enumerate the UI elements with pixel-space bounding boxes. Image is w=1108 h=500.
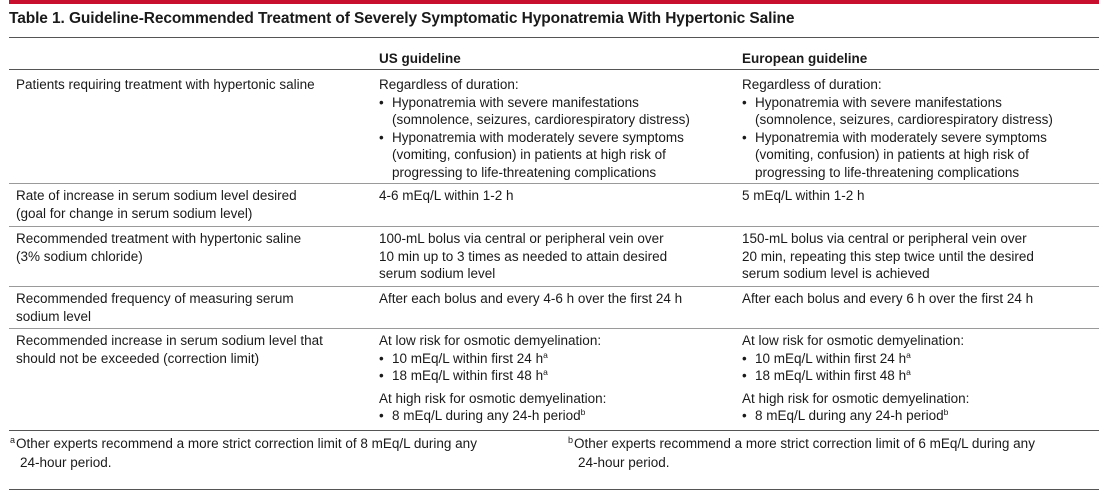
footnote-marker: a bbox=[543, 367, 548, 377]
bullet-item: • 10 mEq/L within first 24 $h^a$ bbox=[379, 350, 606, 368]
row-4-eu: After each bolus and every 6 h over the first 24 h bbox=[742, 291, 1034, 306]
rule-footer bbox=[9, 489, 1099, 490]
rule-row-1 bbox=[9, 183, 1099, 184]
footnote-marker: a bbox=[906, 367, 911, 377]
row-3-eu: 150-mL bolus via central or peripheral vein over 20 min, repeating this step twice until the desired serum sodium level is achieved bbox=[742, 231, 1034, 281]
row-5-eu: At low risk for osmotic demyelination: • 10 mEq/L within first 24 $h^a$ • 18 mEq/L within first 48 $h^a$ At high risk for osmotic demyelination: • 8 mEq/L during any 24-h period$^b$ bbox=[742, 332, 969, 425]
row-5-label: Recommended increase in serum sodium level that should not be exceeded (correction limit) bbox=[16, 333, 323, 366]
bullet-item: • 18 mEq/L within first 48 $h^a$ bbox=[379, 367, 606, 385]
column-header-eu: European guideline bbox=[742, 51, 868, 66]
cell-intro: Regardless of duration: bbox=[379, 77, 519, 92]
bullet-item: • Hyponatremia with severe manifestations (somnolence, seizures, cardiorespiratory distress) bbox=[742, 94, 1053, 129]
row-1-label: Patients requiring treatment with hypertonic saline bbox=[16, 77, 315, 92]
row-2-eu: 5 mEq/L within 1-2 h bbox=[742, 188, 865, 203]
bullet-item: • 8 mEq/L during any 24-h period$^b$ bbox=[742, 407, 969, 425]
row-1-eu bbox=[742, 76, 1053, 181]
footnote-marker: a bbox=[906, 349, 911, 360]
bullet-item: • 18 mEq/L within first 48 $h^a$ bbox=[742, 367, 969, 385]
row-3-label: Recommended treatment with hypertonic saline (3% sodium chloride) bbox=[16, 231, 302, 264]
footnote-b: $^b$Other experts recommend a more strict correction limit of 6 mEq/L during any 24-hour period. bbox=[568, 435, 1035, 470]
rule-row-2 bbox=[9, 226, 1099, 227]
footnote-marker: b bbox=[943, 407, 949, 417]
bullet-item: • Hyponatremia with moderately severe symptoms (vomiting, confusion) in patients at high risk of progressing to life-threatening complications bbox=[379, 129, 690, 182]
row-1-us bbox=[379, 76, 690, 181]
row-2-label: Rate of increase in serum sodium level desired (goal for change in serum sodium level) bbox=[16, 188, 297, 221]
bullet-item: • 10 mEq/L within first 24 $h^a$ bbox=[742, 350, 969, 368]
title-accent-bar bbox=[9, 0, 1099, 4]
rule-row-4 bbox=[9, 328, 1099, 329]
row-4-us: After each bolus and every 4-6 h over the first 24 h bbox=[379, 291, 683, 306]
table-title: Table 1. Guideline-Recommended Treatment of Severely Symptomatic Hyponatremia With Hypertonic Saline bbox=[9, 10, 795, 27]
row-3-us: 100-mL bolus via central or peripheral vein over 10 min up to 3 times as needed to attain desired serum sodium level bbox=[379, 231, 668, 281]
rule-header bbox=[9, 69, 1099, 70]
cell-intro: Regardless of duration: bbox=[742, 77, 882, 92]
rule-row-3 bbox=[9, 286, 1099, 287]
row-4-label: Recommended frequency of measuring serum sodium level bbox=[16, 291, 294, 324]
rule-top bbox=[9, 37, 1099, 38]
bullet-item: • Hyponatremia with moderately severe symptoms (vomiting, confusion) in patients at high risk of progressing to life-threatening complications bbox=[742, 129, 1053, 182]
rule-bottom bbox=[9, 430, 1099, 431]
footnote-a: $^a$Other experts recommend a more strict correction limit of 8 mEq/L during any 24-hour period. bbox=[10, 435, 477, 470]
row-5-us: At low risk for osmotic demyelination: • 10 mEq/L within first 24 $h^a$ • 18 mEq/L within first 48 $h^a$ At high risk for osmotic demyelination: • 8 mEq/L during any 24-h period$^b$ bbox=[379, 332, 606, 425]
bullet-item: • 8 mEq/L during any 24-h period$^b$ bbox=[379, 407, 606, 425]
row-2-us: 4-6 mEq/L within 1-2 h bbox=[379, 188, 514, 203]
bullet-item: • Hyponatremia with severe manifestations (somnolence, seizures, cardiorespiratory distress) bbox=[379, 94, 690, 129]
column-header-us: US guideline bbox=[379, 51, 461, 66]
footnote-marker: a bbox=[543, 349, 548, 360]
footnote-marker: b bbox=[580, 407, 586, 417]
